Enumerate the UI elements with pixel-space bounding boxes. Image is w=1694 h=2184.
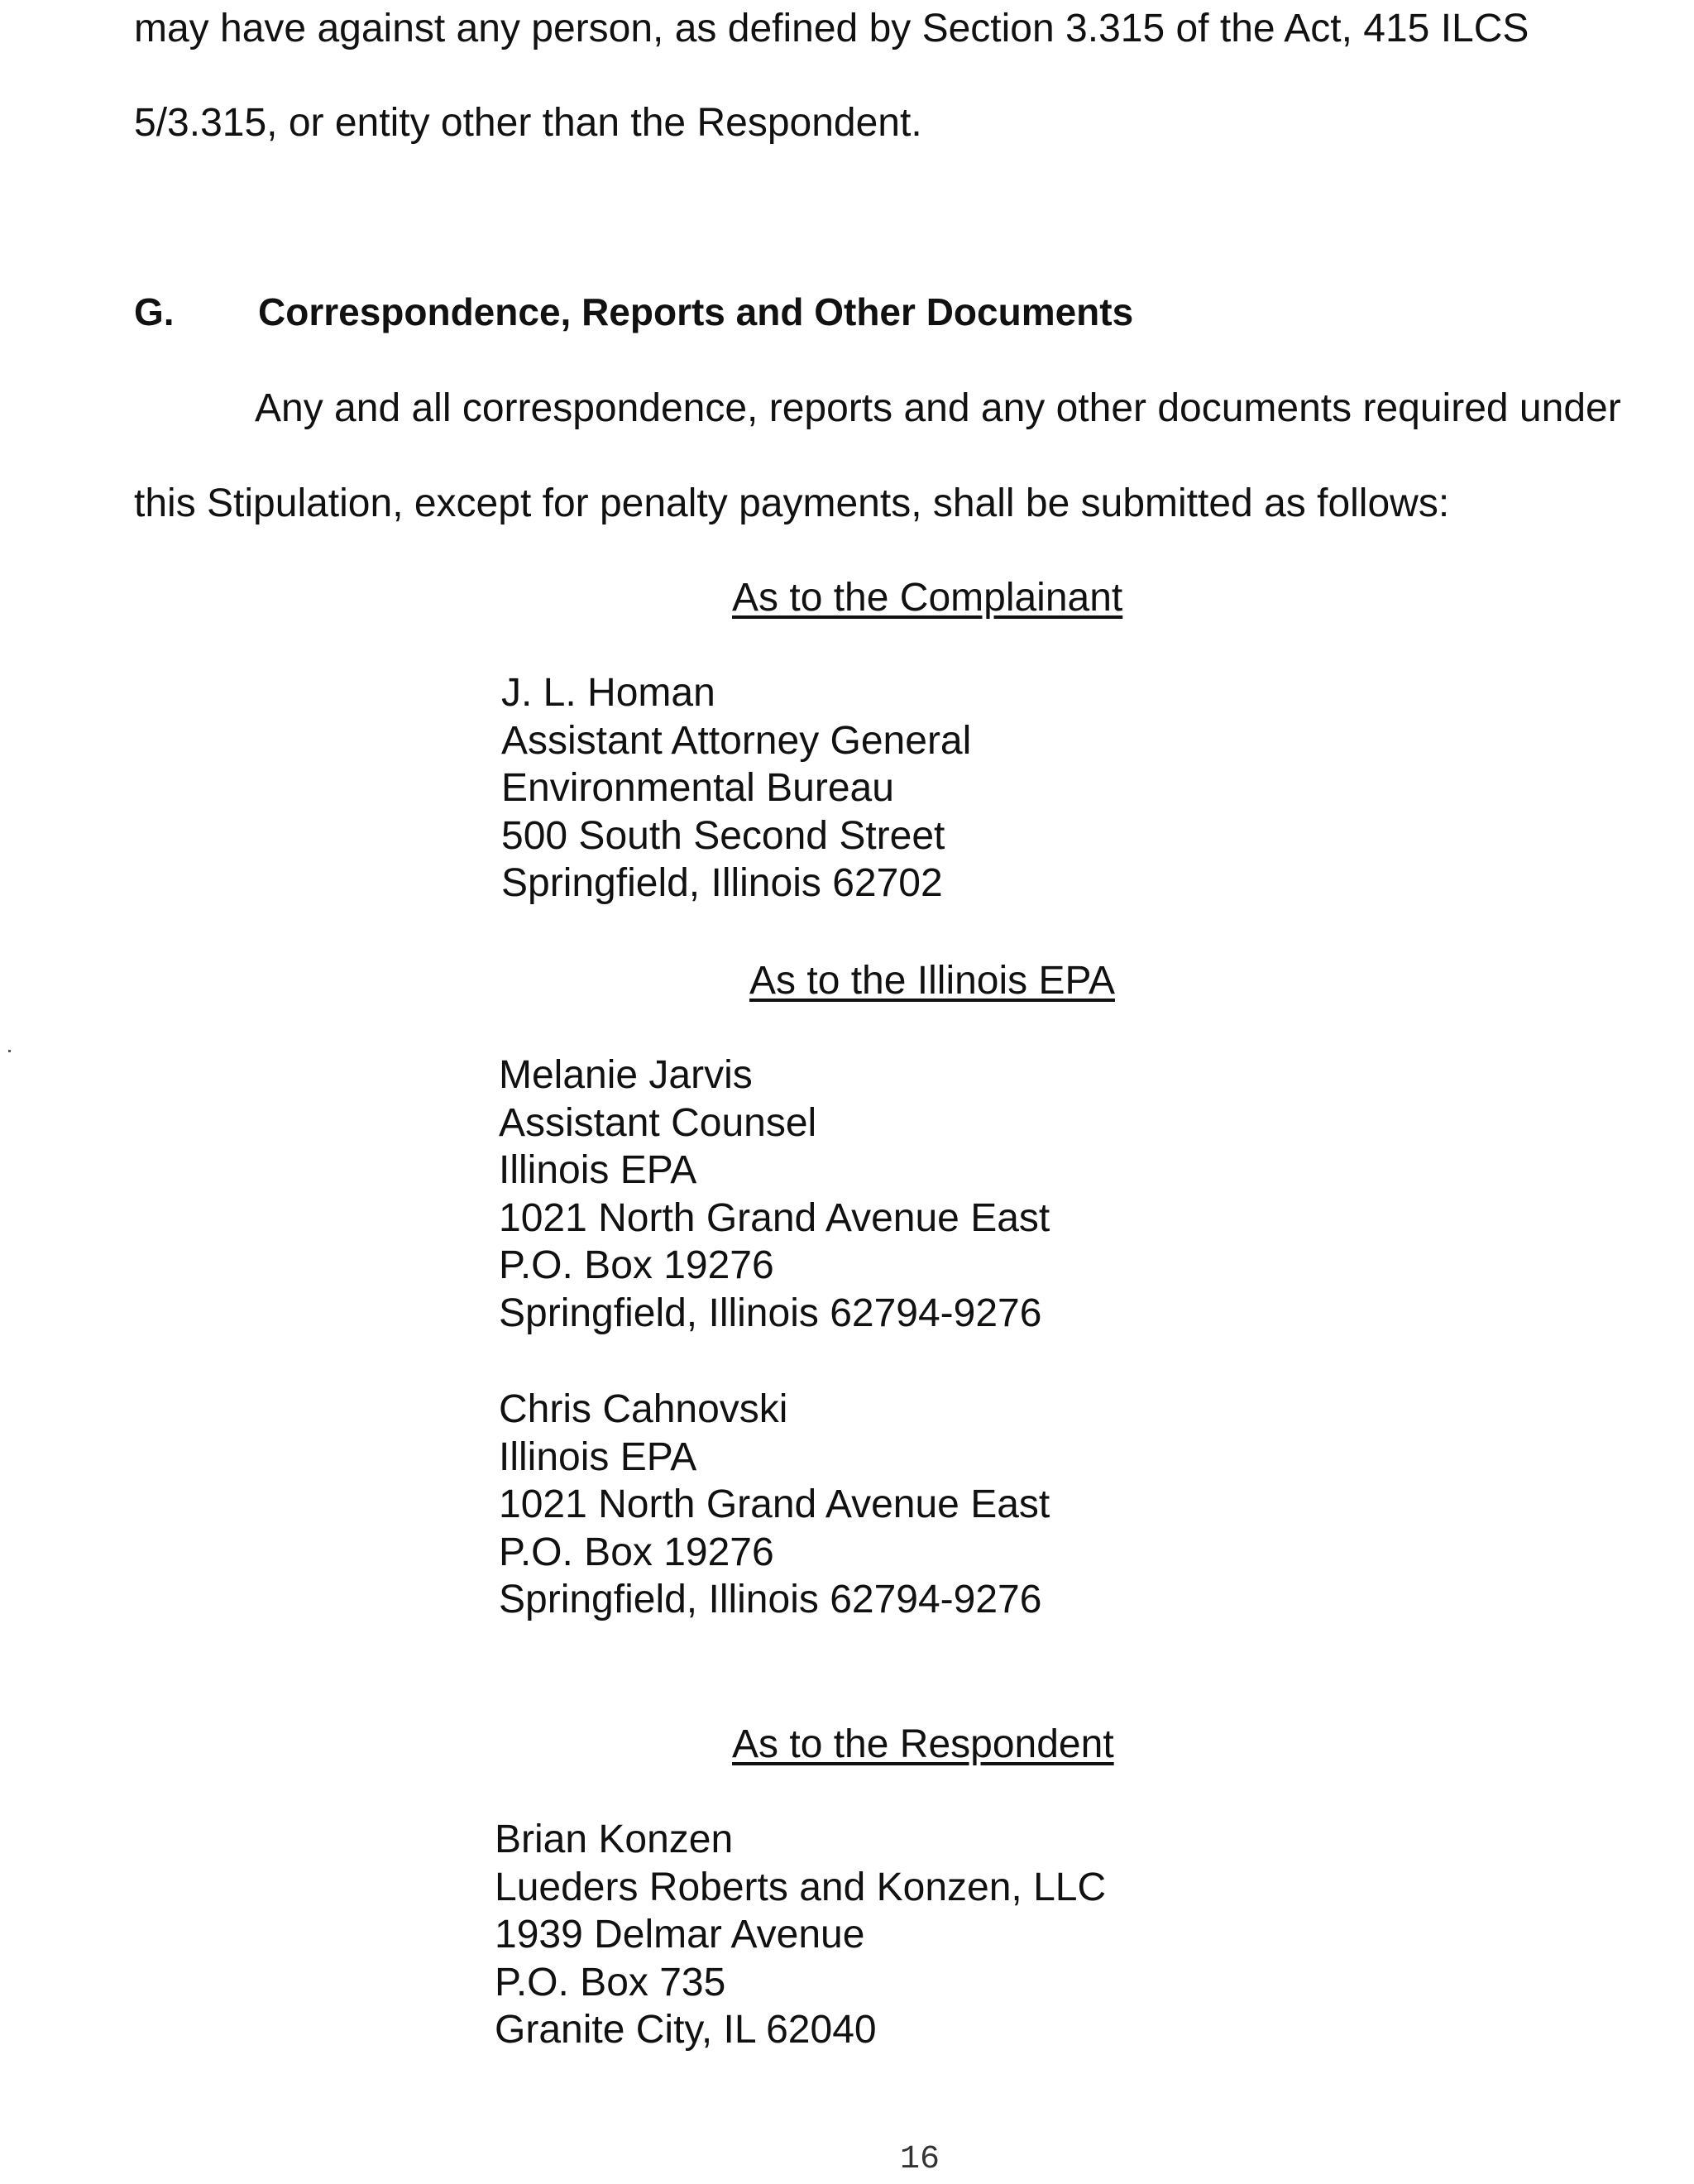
respondent-heading: As to the Respondent: [732, 1722, 1114, 1766]
address-line: Lueders Roberts and Konzen, LLC: [495, 1865, 1107, 1909]
address-line: Melanie Jarvis: [499, 1053, 753, 1097]
address-line: Assistant Attorney General: [501, 718, 972, 763]
address-line: P.O. Box 19276: [499, 1243, 774, 1287]
address-line: P.O. Box 19276: [499, 1530, 774, 1574]
epa-contact-address: [499, 1051, 1050, 1337]
address-line: Chris Cahnovski: [499, 1387, 788, 1431]
address-line: J. L. Homan: [501, 671, 715, 715]
section-body-line: Any and all correspondence, reports and any other documents required under: [255, 386, 1621, 430]
address-line: Brian Konzen: [495, 1818, 734, 1861]
address-line: 1939 Delmar Avenue: [495, 1913, 865, 1956]
address-line: Environmental Bureau: [501, 766, 894, 810]
address-line: Assistant Counsel: [499, 1100, 817, 1145]
paragraph-line: 5/3.315, or entity other than the Respondent.: [134, 101, 922, 145]
address-line: Springfield, Illinois 62702: [501, 861, 943, 905]
section-title: Correspondence, Reports and Other Documents: [258, 290, 1134, 333]
paragraph-line: may have against any person, as defined by Section 3.315 of the Act, 415 ILCS: [134, 7, 1529, 50]
section-letter: G.: [134, 290, 175, 333]
epa-contact-address: [499, 1386, 1050, 1624]
complainant-address: [501, 669, 971, 908]
section-body-line: this Stipulation, except for penalty payments, shall be submitted as follows:: [134, 481, 1450, 525]
address-line: Illinois EPA: [499, 1148, 697, 1192]
scan-speck: [8, 1050, 11, 1052]
respondent-address: [495, 1816, 1106, 2054]
illinois-epa-heading: As to the Illinois EPA: [749, 959, 1115, 1003]
address-line: Illinois EPA: [499, 1434, 697, 1479]
address-line: 500 South Second Street: [501, 813, 945, 858]
section-heading: [134, 288, 1133, 336]
address-line: Springfield, Illinois 62794-9276: [499, 1578, 1042, 1621]
address-line: P.O. Box 735: [495, 1960, 726, 2004]
complainant-heading: As to the Complainant: [732, 576, 1123, 620]
page-number: 16: [900, 2141, 940, 2178]
address-line: 1021 North Grand Avenue East: [499, 1482, 1050, 1526]
address-line: Springfield, Illinois 62794-9276: [499, 1291, 1042, 1335]
address-line: Granite City, IL 62040: [495, 2008, 877, 2052]
address-line: 1021 North Grand Avenue East: [499, 1195, 1050, 1240]
